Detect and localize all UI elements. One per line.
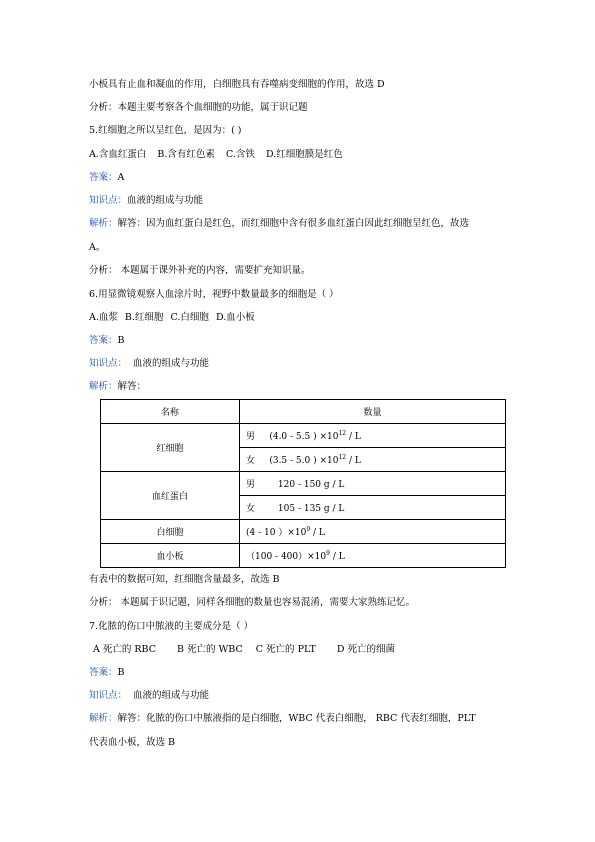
table-row: [101, 424, 506, 448]
q7-question: 7.化脓的伤口中脓液的主要成分是（ ）: [89, 621, 254, 632]
q5-option-c: C.含铁: [225, 149, 255, 160]
q6-answer: [89, 335, 125, 347]
kp-value: 血液的组成与功能: [133, 690, 210, 701]
q7-option-a: A 死亡的 RBC: [93, 644, 156, 655]
q6-knowledge-point: [89, 358, 209, 370]
table-header-row: [101, 400, 506, 424]
hb-female-value: 女 105 - 135 g / L: [240, 496, 506, 520]
hb-male-value: 男 120 - 150 g / L: [240, 472, 506, 496]
table-row: [101, 520, 506, 544]
q6-option-c: C.白细胞: [170, 312, 209, 323]
q5-option-d: D.红细胞膜是红色: [265, 149, 343, 160]
answer-value: B: [117, 335, 125, 346]
answer-label: 答案：: [89, 335, 118, 346]
q5-option-a: A.含血红蛋白: [89, 149, 147, 160]
q5-question: 5.红细胞之所以呈红色，是因为：( ): [89, 125, 242, 136]
rbc-male-value: 男 (4.0 - 5.5 ) $\times 10^{12} / L$: [240, 424, 506, 448]
q7-knowledge-point: [89, 690, 209, 702]
q6-options: [89, 312, 263, 324]
hb-name: 血红蛋白: [101, 472, 240, 520]
q7-explain-cont: 代表血小板，故选 B: [89, 737, 176, 748]
wbc-name: 白细胞: [101, 520, 240, 544]
q5-option-b: B.含有红色素: [157, 149, 215, 160]
q6-question: 6.用显微镜观察人血涂片时，视野中数量最多的细胞是（ ）: [89, 289, 339, 300]
q7-option-d: D 死亡的细菌: [336, 644, 396, 655]
kp-label: 知识点：: [89, 358, 128, 369]
answer-value: A: [117, 172, 125, 183]
q5-options: [89, 149, 351, 161]
q5-analysis: 分析： 本题属于课外补充的内容，需要扩充知识量。: [89, 265, 311, 276]
kp-value: 血液的组成与功能: [133, 358, 210, 369]
intro-line: 小板具有止血和凝血的作用，白细胞具有吞噬病变细胞的作用，故选 D: [89, 79, 385, 90]
answer-value: B: [117, 667, 125, 678]
q7-options: [93, 644, 403, 656]
explain-text: 解答：因为血红蛋白是红色，而红细胞中含有很多血红蛋白因此红细胞呈红色，故选: [117, 218, 470, 229]
answer-label: 答案：: [89, 667, 118, 678]
q6-conclusion: 有表中的数据可知，红细胞含量最多，故选 B: [89, 574, 280, 585]
q7-explain: [89, 713, 476, 725]
explain-text: 解答：化脓的伤口中脓液指的是白细胞，WBC 代表白细胞， RBC 代表红细胞，PLT: [117, 713, 476, 724]
q6-option-a: A.血浆: [89, 312, 118, 323]
answer-label: 答案：: [89, 172, 118, 183]
q7-option-c: C 死亡的 PLT: [255, 644, 316, 655]
header-name: 名称: [101, 400, 240, 424]
q6-option-d: D.血小板: [215, 312, 255, 323]
plt-name: 血小板: [101, 544, 240, 568]
explain-label: 解析：: [89, 713, 118, 724]
intro-analysis: 分析：本题主要考察各个血细胞的功能，属于识记题: [89, 102, 308, 113]
q6-analysis: 分析： 本题属于识记题，同样各细胞的数量也容易混淆，需要大家熟练记忆。: [89, 597, 416, 608]
wbc-value: (4 - 10 ）$\times 10^9 / L$: [240, 520, 506, 544]
q7-option-b: B 死亡的 WBC: [177, 644, 243, 655]
table-row: [101, 472, 506, 496]
blood-cell-table: [100, 399, 506, 568]
explain-text: 解答：: [117, 381, 147, 392]
rbc-female-value: 女 (3.5 - 5.0 ) $\times 10^{12} / L$: [240, 448, 506, 472]
q5-explain-cont: A。: [89, 242, 106, 253]
explain-label: 解析：: [89, 218, 118, 229]
q5-answer: [89, 172, 124, 184]
q5-explain: [89, 218, 469, 230]
rbc-name: 红细胞: [101, 424, 240, 472]
q6-option-b: B.红细胞: [124, 312, 164, 323]
explain-label: 解析：: [89, 381, 118, 392]
q6-explain: [89, 381, 146, 393]
kp-value: 血液的组成与功能: [127, 195, 204, 206]
plt-value: $(100 - 400)\times 10^9 / L$: [240, 544, 506, 568]
header-count: 数量: [240, 400, 506, 424]
q5-knowledge-point: [89, 195, 203, 207]
kp-label: 知识点：: [89, 195, 128, 206]
q7-answer: [89, 667, 125, 679]
kp-label: 知识点：: [89, 690, 128, 701]
table-row: [101, 544, 506, 568]
